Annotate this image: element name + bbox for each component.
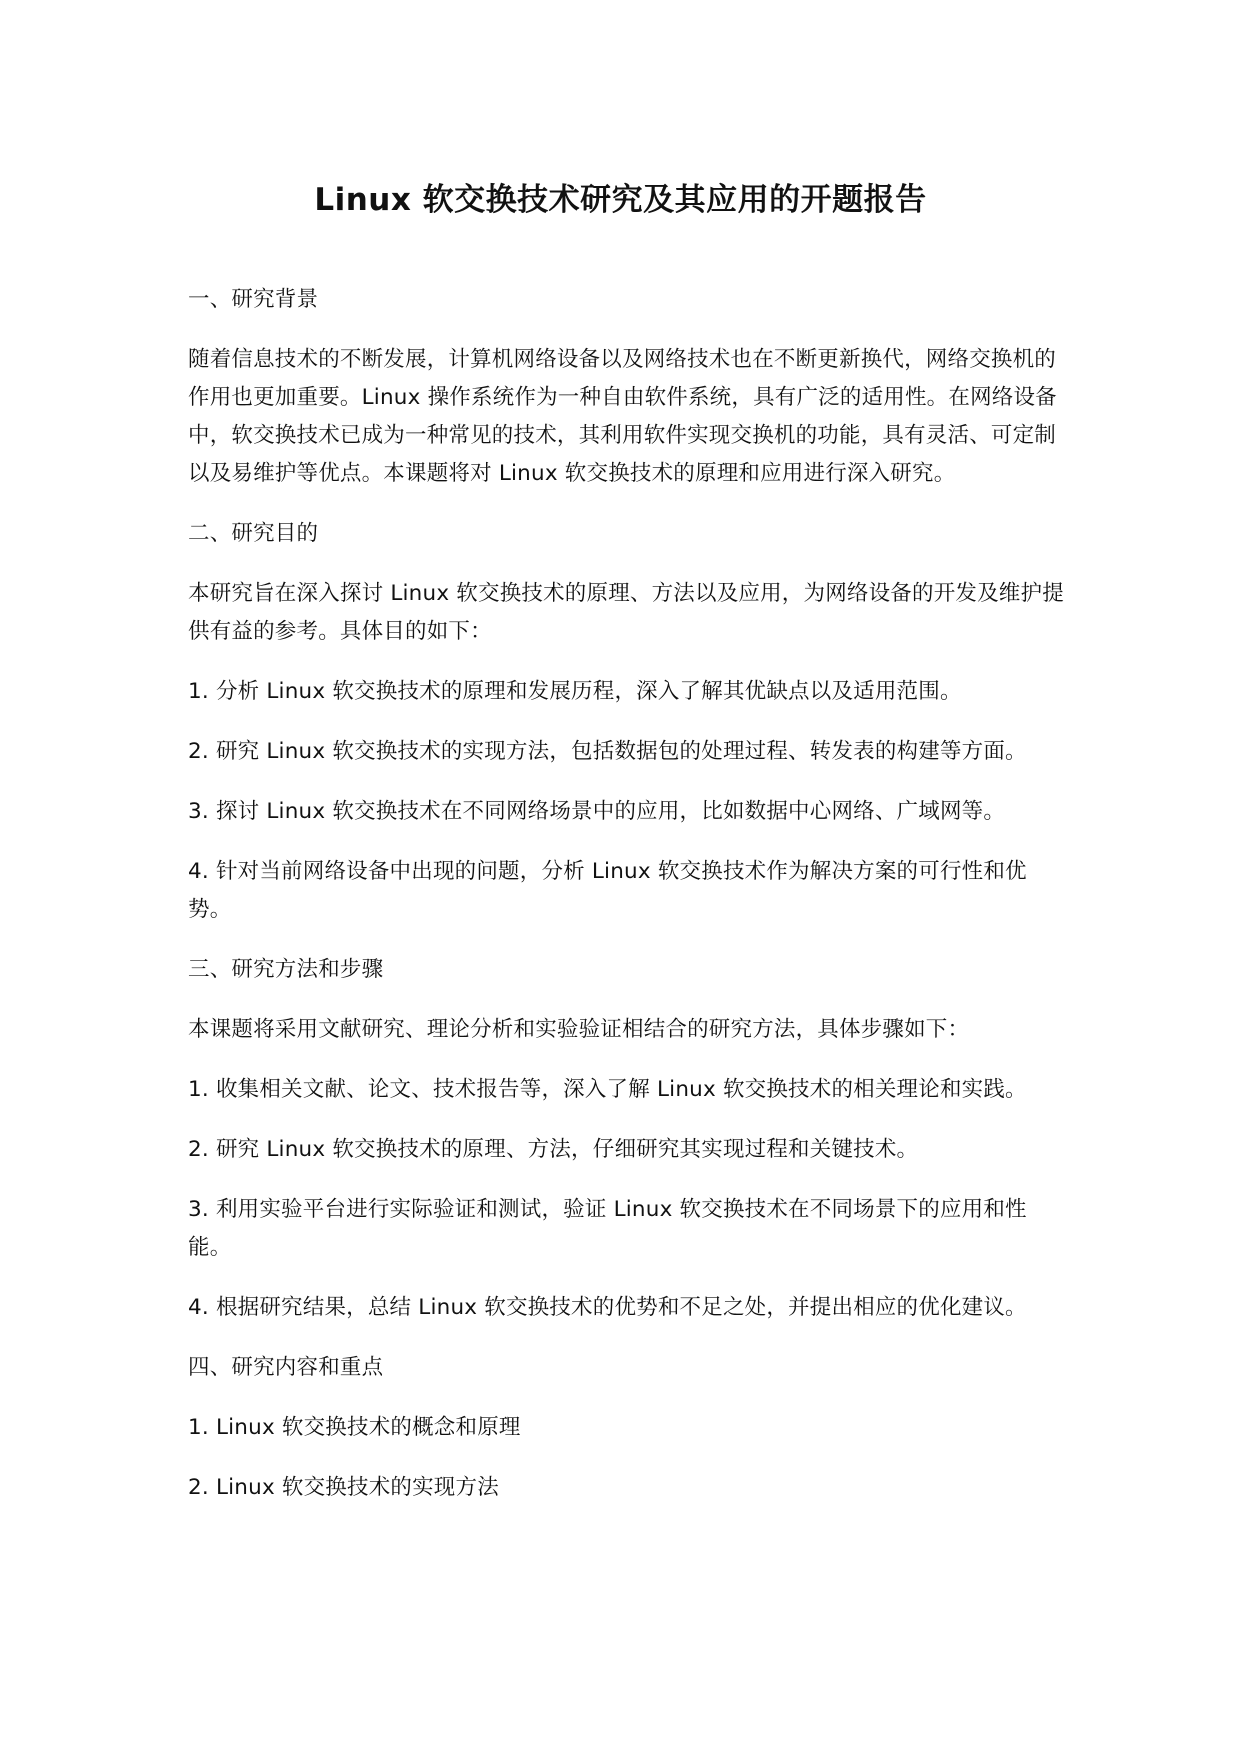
methods-item-4: 4. 根据研究结果，总结 Linux 软交换技术的优势和不足之处，并提出相应的优化建议。 xyxy=(188,1295,1027,1320)
methods-item-2: 2. 研究 Linux 软交换技术的原理、方法，仔细研究其实现过程和关键技术。 xyxy=(188,1137,919,1162)
section-heading-methods: 三、研究方法和步骤 xyxy=(188,957,384,982)
purpose-item-1: 1. 分析 Linux 软交换技术的原理和发展历程，深入了解其优缺点以及适用范围。 xyxy=(188,679,962,704)
document-title: Linux 软交换技术研究及其应用的开题报告 xyxy=(314,182,927,218)
background-paragraph: 随着信息技术的不断发展，计算机网络设备以及网络技术也在不断更新换代，网络交换机的作用也更加重要。Linux 操作系统作为一种自由软件系统，具有广泛的适用性。在网络设备中，软交换技术已成为一种常见的技术，其利用软件实现交换机的功能，具有灵活、可定制以及易维护等优点。本课题将对 Linux 软交换技术的原理和应用进行深入研究。 xyxy=(188,347,1057,486)
purpose-item-2: 2. 研究 Linux 软交换技术的实现方法，包括数据包的处理过程、转发表的构建等方面。 xyxy=(188,739,1027,764)
purpose-item-4: 4. 针对当前网络设备中出现的问题，分析 Linux 软交换技术作为解决方案的可行性和优势。 xyxy=(188,859,1027,922)
section-heading-purpose: 二、研究目的 xyxy=(188,521,319,546)
purpose-item-3: 3. 探讨 Linux 软交换技术在不同网络场景中的应用，比如数据中心网络、广域网等。 xyxy=(188,799,1006,824)
document-body xyxy=(188,281,1068,1529)
methods-intro: 本课题将采用文献研究、理论分析和实验验证相结合的研究方法，具体步骤如下： xyxy=(188,1017,970,1042)
content-item-2: 2. Linux 软交换技术的实现方法 xyxy=(188,1475,499,1500)
content-item-1: 1. Linux 软交换技术的概念和原理 xyxy=(188,1415,521,1440)
section-heading-background: 一、研究背景 xyxy=(188,287,319,312)
methods-item-1: 1. 收集相关文献、论文、技术报告等，深入了解 Linux 软交换技术的相关理论和实践。 xyxy=(188,1077,1027,1102)
purpose-intro: 本研究旨在深入探讨 Linux 软交换技术的原理、方法以及应用，为网络设备的开发及维护提供有益的参考。具体目的如下： xyxy=(188,581,1064,644)
section-heading-content: 四、研究内容和重点 xyxy=(188,1355,384,1380)
methods-item-3: 3. 利用实验平台进行实际验证和测试，验证 Linux 软交换技术在不同场景下的应用和性能。 xyxy=(188,1197,1027,1260)
